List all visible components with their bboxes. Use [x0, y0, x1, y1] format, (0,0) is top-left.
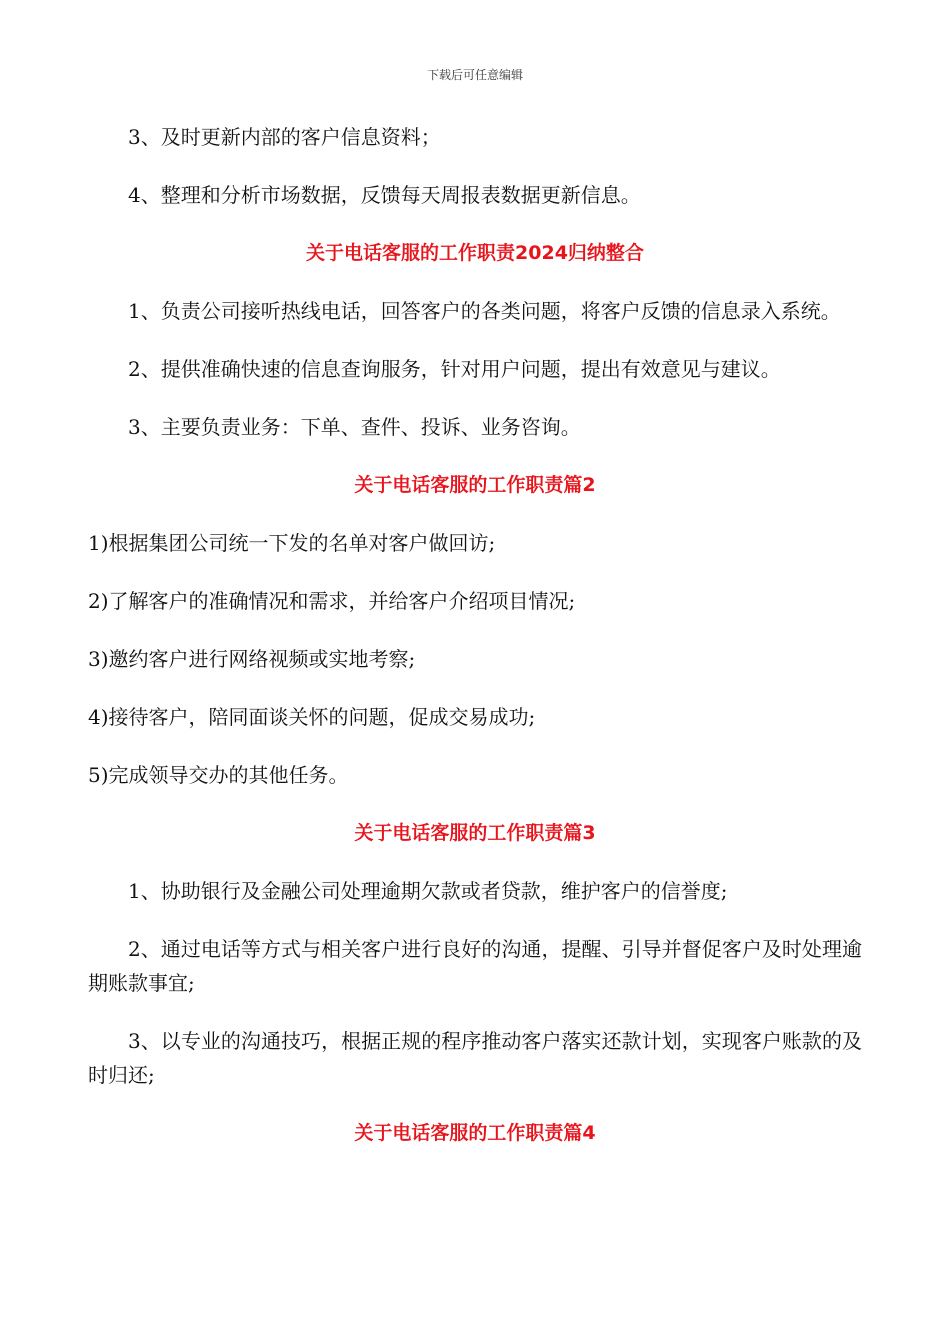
list-item: 1)根据集团公司统一下发的名单对客户做回访;: [88, 531, 496, 555]
paragraph: 4、整理和分析市场数据，反馈每天周报表数据更新信息。: [128, 183, 641, 207]
paragraph: 2、提供准确快速的信息查询服务，针对用户问题，提出有效意见与建议。: [128, 357, 781, 381]
list-item: 2)了解客户的准确情况和需求，并给客户介绍项目情况;: [88, 589, 576, 613]
section-heading: 关于电话客服的工作职责篇3: [354, 822, 596, 844]
list-item: 3)邀约客户进行网络视频或实地考察;: [88, 647, 416, 671]
paragraph: 1、负责公司接听热线电话，回答客户的各类问题，将客户反馈的信息录入系统。: [128, 299, 841, 323]
document-body: [88, 120, 862, 1174]
section-heading: 关于电话客服的工作职责篇4: [354, 1122, 596, 1144]
list-item: 5)完成领导交办的其他任务。: [88, 763, 349, 787]
paragraph: 1、协助银行及金融公司处理逾期欠款或者贷款，维护客户的信誉度;: [128, 879, 728, 903]
paragraph: 3、主要负责业务：下单、查件、投诉、业务咨询。: [128, 415, 581, 439]
section-heading: 关于电话客服的工作职责篇2: [354, 474, 596, 496]
list-item: 4)接待客户，陪同面谈关怀的问题，促成交易成功;: [88, 705, 536, 729]
paragraph: 3、以专业的沟通技巧，根据正规的程序推动客户落实还款计划，实现客户账款的及时归还;: [88, 1029, 862, 1087]
paragraph: 3、及时更新内部的客户信息资料；: [128, 125, 441, 149]
header-note: 下载后可任意编辑: [426, 68, 523, 82]
section-heading: 关于电话客服的工作职责2024归纳整合: [306, 242, 644, 264]
paragraph: 2、通过电话等方式与相关客户进行良好的沟通，提醒、引导并督促客户及时处理逾期账款事宜;: [88, 937, 862, 995]
